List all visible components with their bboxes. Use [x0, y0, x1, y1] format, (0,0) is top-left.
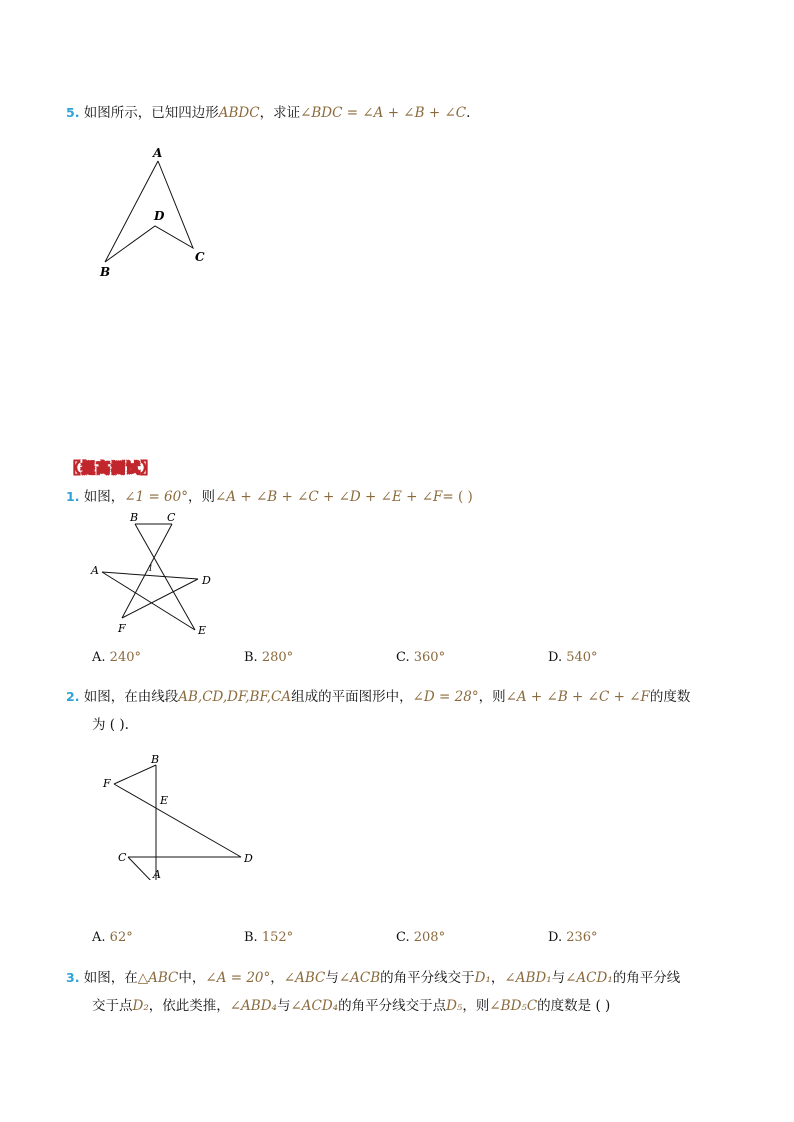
q1-label-f: F	[118, 622, 126, 635]
q5-text-1: 如图所示，已知四边形	[83, 105, 219, 121]
q5-math-2: ∠BDC = ∠A + ∠B + ∠C	[300, 105, 467, 121]
q5-label-c: C	[195, 250, 205, 264]
q2-text-1: 如图，在由线段	[83, 689, 179, 705]
q2-option-b[interactable]: B. 152°	[244, 930, 294, 945]
q5-text-3: .	[466, 105, 471, 121]
q2-segment-df	[114, 784, 241, 857]
q2-stem-line-1	[66, 687, 690, 707]
q2-text-4: 的度数	[649, 689, 691, 705]
q2-label-f: F	[103, 777, 111, 790]
q1-label-c: C	[167, 511, 176, 524]
q1-math-2: ∠A + ∠B + ∠C + ∠D + ∠E + ∠F	[214, 489, 443, 505]
q1-label-e: E	[198, 624, 207, 637]
q2-math-2: ∠D = 28°	[412, 689, 479, 705]
q1-segment-ae	[102, 572, 195, 630]
q3-stem-line-2: 交于点D₂，依此类推，∠ABD₄与∠ACD₄的角平分线交于点D₅，则∠BD₅C的度数是 ( )	[92, 998, 611, 1014]
q1-segment-ad	[102, 572, 198, 579]
q2-option-c[interactable]: C. 208°	[396, 930, 446, 945]
q1-segment-cf	[122, 524, 172, 618]
q1-number: 1.	[66, 489, 80, 504]
q1-option-d[interactable]: D. 540°	[548, 650, 598, 665]
q2-segment-bf	[114, 765, 156, 784]
q2-label-b: B	[151, 753, 160, 766]
q2-option-a[interactable]: A. 62°	[92, 930, 133, 945]
q2-label-c: C	[118, 851, 127, 864]
q5-math-1: ABDC	[218, 105, 260, 121]
q1-math-1: ∠1 = 60°	[124, 489, 188, 505]
q2-math-1: AB,CD,DF,BF,CA	[178, 689, 292, 705]
q3-stem-line-1: 3. 如图，在△ABC中，∠A = 20°，∠ABC与∠ACB的角平分线交于D₁，∠ABD₁与∠ACD₁的角平分线	[66, 970, 681, 986]
q1-option-b[interactable]: B. 280°	[244, 650, 294, 665]
q1-text-3: = ( )	[442, 489, 473, 505]
q5-stem	[66, 103, 470, 123]
q1-option-a[interactable]: A. 240°	[92, 650, 141, 665]
q2-segment-ca	[128, 857, 156, 880]
q2-number: 2.	[66, 689, 80, 704]
q5-quadrilateral	[105, 161, 193, 262]
q1-label-d: D	[202, 574, 211, 587]
q2-label-d: D	[244, 852, 253, 865]
q1-text-2: ，则	[187, 489, 215, 505]
q1-text-1: 如图，	[83, 489, 125, 505]
q2-text-2: 组成的平面图形中，	[291, 689, 413, 705]
q1-figure	[85, 510, 220, 640]
q5-label-d: D	[154, 209, 165, 223]
q2-text-3: ，则	[478, 689, 506, 705]
q1-label-a: A	[91, 564, 99, 577]
q5-label-b: B	[100, 265, 111, 279]
q5-label-a: A	[153, 146, 163, 160]
q5-number: 5.	[66, 105, 80, 120]
q2-label-e: E	[160, 794, 169, 807]
q1-segment-fd	[122, 579, 198, 618]
q5-figure	[90, 140, 220, 285]
q1-label-angle-1: 1	[148, 564, 154, 573]
q2-math-3: ∠A + ∠B + ∠C + ∠F	[505, 689, 650, 705]
q2-stem-line-2: 为 ( ).	[92, 717, 129, 733]
q2-label-a: A	[153, 868, 161, 880]
q1-option-c[interactable]: C. 360°	[396, 650, 446, 665]
section-title-advanced-test: 【提高测试】	[66, 461, 156, 477]
q2-option-d[interactable]: D. 236°	[548, 930, 598, 945]
q1-label-b: B	[130, 511, 139, 524]
q5-text-2: ，求证	[259, 105, 301, 121]
q3-number: 3.	[66, 970, 80, 985]
q1-stem	[66, 487, 473, 507]
q2-figure	[95, 750, 265, 880]
